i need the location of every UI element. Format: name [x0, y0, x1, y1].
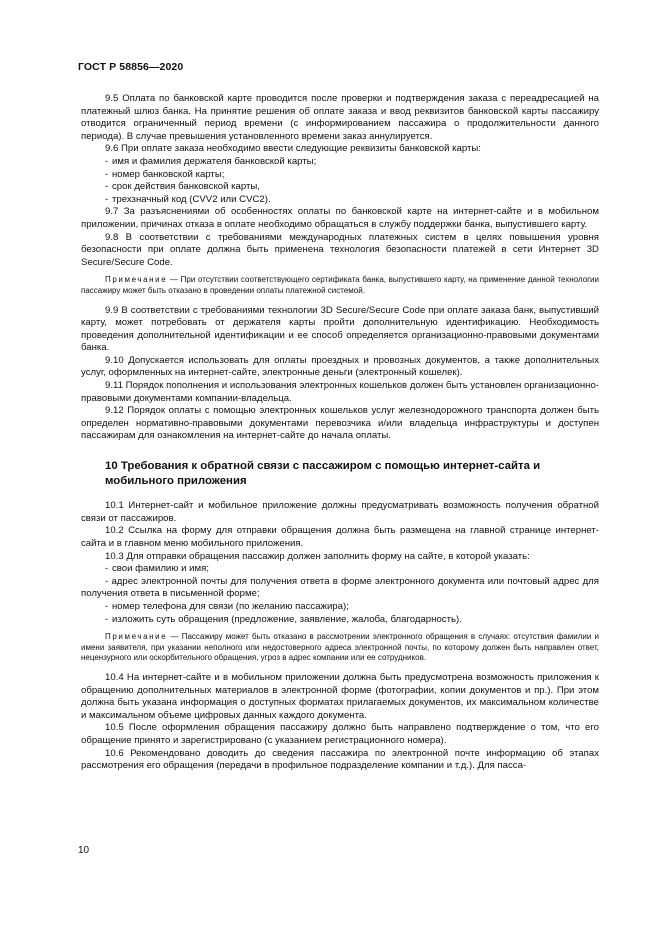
- paragraph-9-5: 9.5 Оплата по банковской карте проводится после проверки и подтверждения заказа с переадресацией на платежный шлюз банка. На принятие решения об оплате заказа и ввод реквизитов банковской карты пассажиру отводится ограниченный период времени (с информированием пассажира о продолжительности данного периода). В случае превышения установленного времени заказ аннулируется.: [81, 93, 599, 142]
- note-text: — Пассажиру может быть отказано в рассмотрении электронного обращения в случаях: отсутствия фамилии и имени заявителя, при указании неполного или недостоверного адреса электронной почты, по которому должен быть направлен ответ, нецензурного или оскорбительного обращения, угроз в адрес компании или ее сотрудников.: [81, 632, 599, 663]
- paragraph-10-1: 10.1 Интернет-сайт и мобильное приложение должны предусматривать возможность получения обратной связи от пассажиров.: [81, 500, 599, 524]
- list-item: - имя и фамилия держателя банковской карты;: [105, 155, 317, 167]
- list-item: - номер банковской карты;: [105, 168, 225, 180]
- paragraph-10-3: 10.3 Для отправки обращения пассажир должен заполнить форму на сайте, в которой указать:: [105, 550, 530, 562]
- paragraph-9-7: 9.7 За разъяснениями об особенностях оплаты по банковской карте на интернет-сайте и в мобильном приложении, причинах отказа в оплате необходимо обращаться в службу поддержки банка, выпустившего карту.: [81, 206, 599, 230]
- document-header: ГОСТ Р 58856—2020: [78, 61, 184, 73]
- section-10-title: 10 Требования к обратной связи с пассажиром с помощью интернет-сайта и мобильного приложения: [105, 460, 541, 487]
- paragraph-9-8: 9.8 В соответствии с требованиями международных платежных систем в целях повышения уровня безопасности при оплате должна быть применена технология безопасности платежей в сети Интернет 3D Secure/Secure Code.: [81, 231, 599, 268]
- paragraph-10-4: 10.4 На интернет-сайте и в мобильном приложении должна быть предусмотрена возможность приложения к обращению дополнительных материалов в электронной форме (фотографии, копии документов и пр.). При этом должна быть указана информация о доступных форматах прилагаемых документов, их максимальном количестве и максимальном объеме цифровых данных каждого документа.: [81, 671, 599, 721]
- note-text: — При отсутствии соответствующего сертификата банка, выпустившего карту, на применение данной технологии пассажиру может быть отказано в проведении оплаты платежной системой.: [81, 275, 599, 295]
- note-label: Примечание: [105, 632, 168, 642]
- list-item: - трехзначный код (CVV2 или CVC2).: [105, 193, 271, 205]
- paragraph-9-12: 9.12 Порядок оплаты с помощью электронных кошельков услуг железнодорожного транспорта должен быть определен нормативно-правовыми документами перевозчика и/или владельца инфраструктуры и доступен пассажирам для ознакомления на интернет-сайте до начала оплаты.: [81, 405, 599, 442]
- paragraph-9-11: 9.11 Порядок пополнения и использования электронных кошельков должен быть установлен организационно-правовыми документами компании-владельца.: [81, 380, 599, 404]
- list-item: - свои фамилию и имя;: [105, 563, 209, 575]
- paragraph-9-10: 9.10 Допускается использовать для оплаты проездных и провозных документов, а также дополнительных услуг, оформленных на интернет-сайте, электронные деньги (электронный кошелек).: [81, 354, 599, 379]
- page-number: 10: [78, 845, 90, 856]
- note-2: [81, 632, 599, 664]
- note-1: [81, 275, 599, 296]
- list-item: - адрес электронной почты для получения ответа в форме электронного документа или почтовый адрес для получения ответа в письменной форме;: [81, 575, 599, 600]
- document-body: [81, 93, 599, 773]
- paragraph-9-6: 9.6 При оплате заказа необходимо ввести следующие реквизиты банковской карты:: [105, 143, 481, 155]
- list-item: - срок действия банковской карты,: [105, 181, 260, 193]
- paragraph-10-5: 10.5 После оформления обращения пассажиру должно быть направлено подтверждение о том, что его обращение принято и зарегистрировано (с указанием регистрационного номера).: [81, 722, 599, 746]
- paragraph-10-2: 10.2 Ссылка на форму для отправки обращения должна быть размещена на главной странице интернет-сайта и в главном меню мобильного приложения.: [81, 525, 599, 549]
- paragraph-10-6: 10.6 Рекомендовано доводить до сведения пассажира по электронной почте информацию об этапах рассмотрения его обращения (передачи в профильное подразделение компании и т.д.). Для пасса-: [81, 747, 599, 772]
- list-item: - номер телефона для связи (по желанию пассажира);: [105, 600, 349, 612]
- list-item: - изложить суть обращения (предложение, заявление, жалоба, благодарность).: [105, 613, 462, 625]
- note-label: Примечание: [105, 275, 168, 285]
- paragraph-9-9: 9.9 В соответствии с требованиями технологии 3D Secure/Secure Code при оплате заказа банк, выпустивший карту, может потребовать от держателя карты пройти дополнительную идентификацию. Необходимость проведения дополнительной идентификации и ее способ определяется организационно-правовыми документами банка.: [81, 304, 599, 354]
